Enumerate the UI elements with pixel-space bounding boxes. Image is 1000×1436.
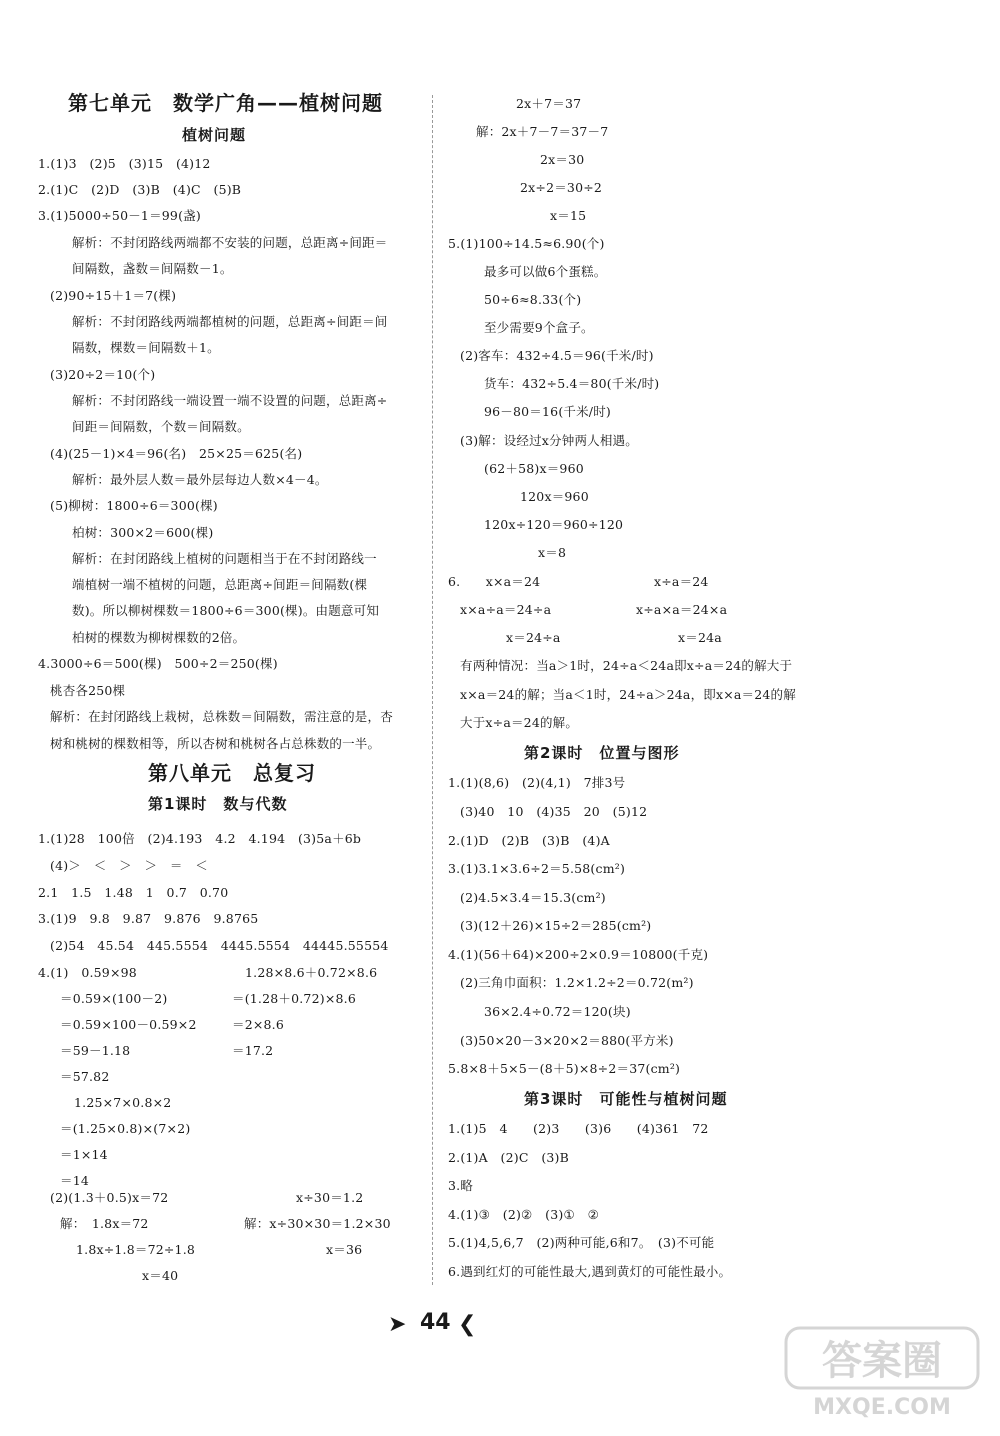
answer-line: ＝59－1.18 <box>60 1043 131 1058</box>
answer-line: ＝57.82 <box>60 1069 110 1084</box>
answer-line: ＝14 <box>60 1173 90 1188</box>
answer-line: 有两种情况：当a＞1时，24÷a＜24a即x÷a＝24的解大于 <box>460 658 793 673</box>
answer-line: 4.(1)③ (2)② (3)① ② <box>448 1207 599 1222</box>
answer-line: (4)＞ ＜ ＞ ＞ ＝ ＜ <box>50 858 209 873</box>
answer-line: 2x÷2＝30÷2 <box>520 180 603 195</box>
answer-line: (2)4.5×3.4＝15.3(cm²) <box>460 890 606 905</box>
section-heading: 第七单元 数学广角——植树问题 <box>68 91 383 115</box>
answer-line: 2.1 1.5 1.48 1 0.7 0.70 <box>38 885 229 900</box>
answer-line: 6. x×a＝24 <box>448 574 541 589</box>
section-heading: 第2课时 位置与图形 <box>524 744 680 762</box>
answer-line: x÷a×a＝24×a <box>636 602 728 617</box>
answer-line: x×a＝24的解；当a＜1时，24÷a＞24a，即x×a＝24的解 <box>460 687 796 702</box>
section-heading: 植树问题 <box>182 126 247 144</box>
answer-line: 1.8x÷1.8＝72÷1.8 <box>76 1242 196 1257</box>
answer-line: 5.(1)100÷14.5≈6.90(个) <box>448 236 605 251</box>
answer-line: 解析：不封闭路线一端设置一端不设置的问题，总距离÷ <box>72 393 388 408</box>
answer-line: 6.遇到红灯的可能性最大,遇到黄灯的可能性最小。 <box>448 1264 732 1279</box>
left-arrow-icon: ❮ <box>458 1312 477 1337</box>
answer-line: 货车：432÷5.4＝80(千米/时) <box>484 376 660 391</box>
answer-line: 1.(1)5 4 (2)3 (3)6 (4)361 72 <box>448 1121 709 1136</box>
answer-line: 解：x÷30×30＝1.2×30 <box>244 1216 391 1231</box>
answer-line: 解：2x＋7－7＝37－7 <box>476 124 609 139</box>
answer-line: 柏树：300×2＝600(棵) <box>72 525 214 540</box>
answer-line: 大于x÷a＝24的解。 <box>460 715 579 730</box>
answer-line: x＝24a <box>678 630 722 645</box>
answer-line: (2)三角巾面积：1.2×1.2÷2＝0.72(m²) <box>460 975 694 990</box>
answer-line: 2.(1)A (2)C (3)B <box>448 1150 570 1165</box>
answer-line: x＝36 <box>326 1242 363 1257</box>
answer-line: 4.3000÷6＝500(棵) 500÷2＝250(棵) <box>38 656 278 671</box>
answer-line: (2)(1.3＋0.5)x＝72 <box>50 1190 169 1205</box>
answer-line: x＝40 <box>142 1268 179 1283</box>
answer-line: 解析：不封闭路线两端都不安装的问题，总距离÷间距＝ <box>72 235 388 250</box>
answer-line: 1.(1)(8,6) (2)(4,1) 7排3号 <box>448 775 626 790</box>
answer-line: x＝8 <box>538 545 567 560</box>
answer-line: 5.(1)4,5,6,7 (2)两种可能,6和7。 (3)不可能 <box>448 1235 715 1250</box>
watermark-logo <box>782 1322 982 1422</box>
answer-line: 36×2.4÷0.72＝120(块) <box>484 1004 631 1019</box>
answer-line: (62＋58)x＝960 <box>484 461 584 476</box>
answer-line: 解析：最外层人数＝最外层每边人数×4－4。 <box>72 472 328 487</box>
answer-line: ＝17.2 <box>232 1043 274 1058</box>
answer-line: x÷a＝24 <box>654 574 709 589</box>
watermark-url: MXQE.COM <box>813 1395 951 1420</box>
answer-line: ＝(1.28＋0.72)×8.6 <box>232 991 356 1006</box>
answer-line: 树和桃树的棵数相等，所以杏树和桃树各占总株数的一半。 <box>50 736 381 751</box>
answer-line: 4.(1)(56＋64)×200÷2×0.9＝10800(千克) <box>448 947 709 962</box>
answer-line: ＝0.59×100－0.59×2 <box>60 1017 197 1032</box>
answer-line: 4.(1) 0.59×98 <box>38 965 137 980</box>
answer-line: ＝(1.25×0.8)×(7×2) <box>60 1121 191 1136</box>
page-number: 44 <box>420 1310 451 1335</box>
section-heading: 第八单元 总复习 <box>148 761 316 785</box>
answer-line: 2x＝30 <box>540 152 585 167</box>
column-divider <box>432 95 433 1285</box>
answer-line: (5)柳树：1800÷6＝300(棵) <box>50 498 218 513</box>
answer-line: ＝0.59×(100－2) <box>60 991 168 1006</box>
answer-line: 50÷6≈8.33(个) <box>484 292 582 307</box>
answer-line: 1.28×8.6＋0.72×8.6 <box>245 965 378 980</box>
answer-line: 柏树的棵数为柳树棵数的2倍。 <box>72 630 246 645</box>
answer-line: 3.(1)5000÷50－1＝99(盏) <box>38 208 201 223</box>
answer-line: 96－80＝16(千米/时) <box>484 404 611 419</box>
answer-line: 3.(1)9 9.8 9.87 9.876 9.8765 <box>38 911 259 926</box>
answer-line: 5.8×8＋5×5－(8＋5)×8÷2＝37(cm²) <box>448 1061 681 1076</box>
answer-line: x＝24÷a <box>506 630 561 645</box>
answer-line: 解析：在封闭路线上栽树，总株数＝间隔数，需注意的是，杏 <box>50 709 393 724</box>
answer-line: (3)解：设经过x分钟两人相遇。 <box>460 433 638 448</box>
answer-line: 120x÷120＝960÷120 <box>484 517 624 532</box>
answer-line: (2)90÷15＋1＝7(棵) <box>50 288 177 303</box>
answer-line: 2x＋7＝37 <box>516 96 582 111</box>
answer-line: 3.略 <box>448 1178 474 1193</box>
answer-line: x＝15 <box>550 208 587 223</box>
answer-line: x÷30＝1.2 <box>296 1190 364 1205</box>
answer-line: (4)(25－1)×4＝96(名) 25×25＝625(名) <box>50 446 303 461</box>
answer-line: 1.25×7×0.8×2 <box>74 1095 172 1110</box>
answer-line: 间隔数，盏数＝间隔数－1。 <box>72 261 233 276</box>
answer-line: 1.(1)28 100倍 (2)4.193 4.2 4.194 (3)5a＋6b <box>38 831 362 846</box>
page-footer <box>0 1312 900 1342</box>
answer-line: (3)50×20－3×20×2＝880(平方米) <box>460 1033 674 1048</box>
answer-line: 最多可以做6个蛋糕。 <box>484 264 607 279</box>
answer-line: (2)客车：432÷4.5＝96(千米/时) <box>460 348 654 363</box>
answer-line: 解析：不封闭路线两端都植树的问题，总距离÷间距＝间 <box>72 314 388 329</box>
watermark-title: 答案圈 <box>822 1338 942 1384</box>
answer-line: x×a÷a＝24÷a <box>460 602 552 617</box>
answer-line: 2.(1)D (2)B (3)B (4)A <box>448 833 610 848</box>
answer-line: 间距＝间隔数，个数＝间隔数。 <box>72 419 250 434</box>
answer-line: 1.(1)3 (2)5 (3)15 (4)12 <box>38 156 211 171</box>
answer-line: (2)54 45.54 445.5554 4445.5554 44445.55554 <box>50 938 389 953</box>
section-heading: 第1课时 数与代数 <box>148 795 288 813</box>
answer-line: (3)20÷2＝10(个) <box>50 367 156 382</box>
answer-line: (3)(12＋26)×15÷2＝285(cm²) <box>460 918 652 933</box>
answer-line: 解： 1.8x＝72 <box>60 1216 149 1231</box>
answer-line: ＝1×14 <box>60 1147 108 1162</box>
answer-line: 3.(1)3.1×3.6÷2＝5.58(cm²) <box>448 861 626 876</box>
section-heading: 第3课时 可能性与植树问题 <box>524 1090 728 1108</box>
answer-line: 120x＝960 <box>520 489 589 504</box>
answer-line: (3)40 10 (4)35 20 (5)12 <box>460 804 648 819</box>
answer-line: 端植树一端不植树的问题，总距离÷间距＝间隔数(棵 <box>72 577 368 592</box>
answer-line: 隔数，棵数＝间隔数＋1。 <box>72 340 220 355</box>
answer-line: 2.(1)C (2)D (3)B (4)C (5)B <box>38 182 242 197</box>
answer-line: 桃杏各250棵 <box>50 683 126 698</box>
answer-line: 数)。所以柳树棵数＝1800÷6＝300(棵)。由题意可知 <box>72 603 380 618</box>
answer-line: 至少需要9个盒子。 <box>484 320 594 335</box>
right-arrow-icon: ➤ <box>388 1312 407 1337</box>
answer-line: 解析：在封闭路线上植树的问题相当于在不封闭路线一 <box>72 551 377 566</box>
answer-line: ＝2×8.6 <box>232 1017 285 1032</box>
